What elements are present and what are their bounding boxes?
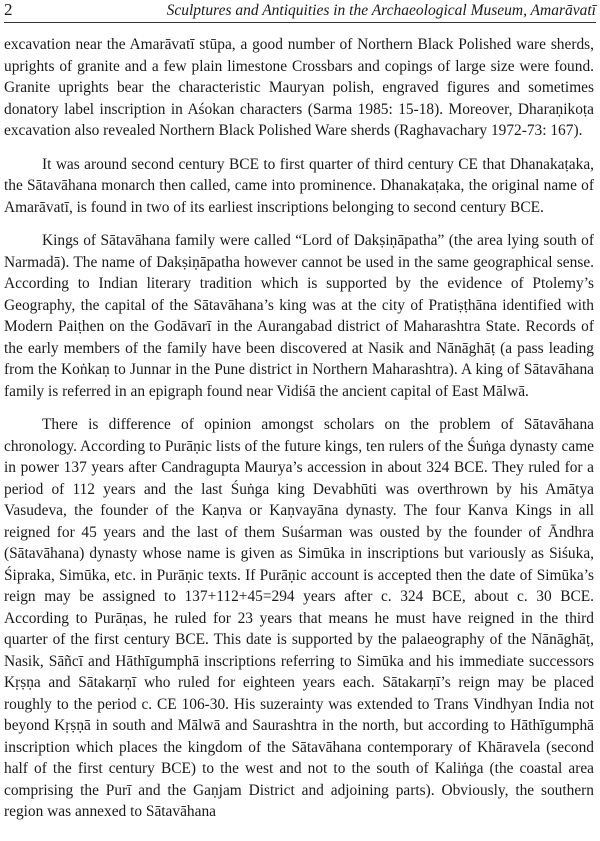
paragraph-1: excavation near the Amarāvatī stūpa, a good number of Northern Black Polished ware sherds, uprights of granite and a few plain limestone Crossbars and copings of large size were found. Granite uprights bear the characteristic Mauryan polish, engraved figures and sometimes donatory label inscription in Aśokan characters (Sarma 1985: 15-18). Moreover, Dharaṇikoṭa excavation also revealed Northern Black Polished Ware sherds (Raghavachary 1972-73: 167). [4, 36, 594, 139]
page-header [4, 0, 596, 22]
paragraph-2: It was around second century BCE to first quarter of third century CE that Dhanakaṭaka, the Sātavāhana monarch then called, came into prominence. Dhanakaṭaka, the original name of Amarāvatī, is found in two of its earliest inscriptions belonging to second century BCE. [4, 155, 594, 216]
header-rule [4, 22, 596, 23]
body-text [4, 34, 594, 823]
paragraph-4: There is difference of opinion amongst scholars on the problem of Sātavāhana chronology. According to Purāṇic lists of the future kings, ten rulers of the Śuṅga dynasty came in power 137 years after Candragupta Maurya’s accession in about 324 BCE. They ruled for a period of 112 years and the last Śuṅga king Devabhūti was overthrown by his Amātya Vasudeva, the founder of the Kaṇva or Kaṇvayāna dynasty. The four Kanva Kings in all reigned for 45 years and the last of them Suśarman was ousted by the founder of Āndhra (Sātavāhana) dynasty whose name is given as Simūka in inscriptions but variously as Siśuka, Śipraka, Simūka, etc. in Purāṇic texts. If Purāṇic account is accepted then the date of Simūka’s reign may be assigned to 137+112+45=294 years after c. 324 BCE, about c. 30 BCE. According to Purāṇas, he ruled for 23 years that means he must have reigned in the third quarter of the first century BCE. This date is supported by the palaeography of the Nānāghāṭ, Nasik, Sāñcī and Hāthīgumphā inscriptions referring to Simūka and his immediate successors Kṛṣṇa and Sātakarṇī who ruled for eighteen years each. Sātakarṇī’s reign may be placed roughly to the period c. CE 106-30. His suzerainty was extended to Trans Vindhyan India not beyond Kṛṣṇā in south and Mālwā and Saurashtra in the north, but according to Hāthīgumphā inscription which places the kingdom of the Sātavāhana contemporary of Khāravela (second half of the first century BCE) to the west and not to the south of Kaliṅga (the coastal area comprising the Purī and the Gaṇjam District and adjoining parts). Obviously, the southern region was annexed to Sātavāhana [4, 416, 594, 820]
running-title: Sculptures and Antiquities in the Archaeological Museum, Amarāvatī [166, 2, 596, 19]
paragraph-3: Kings of Sātavāhana family were called “Lord of Dakṣiṇāpatha” (the area lying south of Narmadā). The name of Dakṣiṇāpatha however cannot be used in the same geographical sense. According to Indian literary tradition which is supported by the evidence of Ptolemy’s Geography, the capital of the Sātavāhana’s king was at the city of Pratiṣṭhāna identified with Modern Paiṭhen on the Godāvarī in the Aurangabad district of Maharashtra State. Records of the early members of the family have been discovered at Nasik and Nānāghāṭ (a pass leading from the Koṅkaṇ to Junnar in the Pune district in Northern Maharashtra). A king of Sātavāhana family is referred in an epigraph found near Vidiśā the ancient capital of East Mālwā. [4, 232, 594, 400]
page-number: 2 [4, 0, 13, 19]
